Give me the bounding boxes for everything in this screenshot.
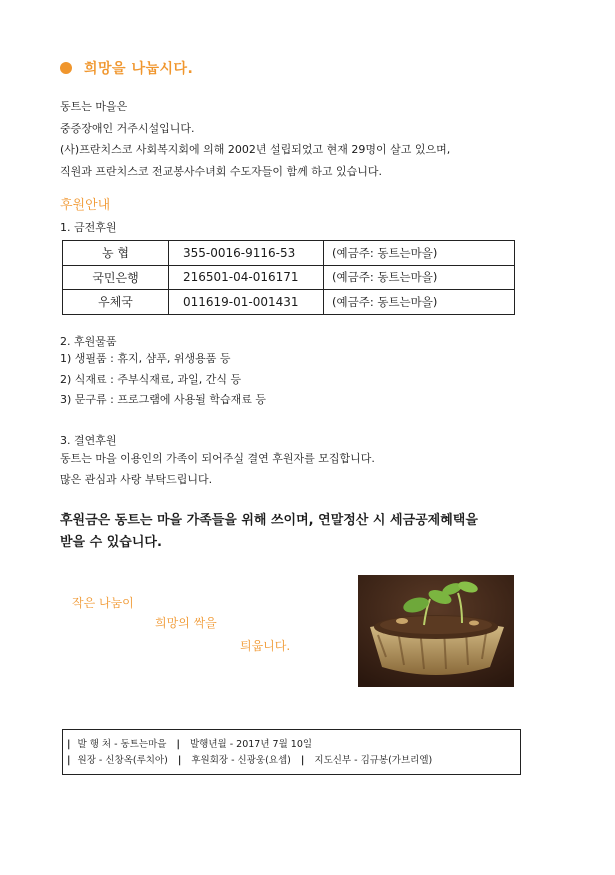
sprout-in-bowl-icon bbox=[358, 575, 514, 687]
section-heading bbox=[60, 58, 193, 78]
table-row bbox=[63, 265, 515, 290]
account-number: 355-0016-9116-53 bbox=[169, 241, 324, 266]
bank-name: 농 협 bbox=[63, 241, 169, 266]
bank-name: 국민은행 bbox=[63, 265, 169, 290]
list-item: 1) 생필품 : 휴지, 샴푸, 위생용품 등 bbox=[60, 352, 231, 365]
publication-info-box bbox=[62, 729, 521, 775]
goods-list bbox=[60, 349, 266, 411]
intro-line: 동트는 마을은 bbox=[60, 100, 128, 113]
account-holder: (예금주: 동트는마을) bbox=[324, 290, 515, 315]
intro-line: 중증장애인 거주시설입니다. bbox=[60, 121, 195, 135]
account-holder: (예금주: 동트는마을) bbox=[324, 265, 515, 290]
support-title: 후원안내 bbox=[60, 198, 111, 213]
sprout-photo bbox=[358, 575, 514, 687]
money-support-title: 1. 금전후원 bbox=[60, 221, 117, 234]
tax-benefit-message bbox=[60, 510, 540, 554]
publisher: 발 행 처 - 동트는마을 bbox=[77, 739, 167, 750]
divider: | bbox=[176, 739, 180, 750]
footer-row-1 bbox=[67, 737, 520, 753]
support-chair: 후원회장 - 신광웅(요셉) bbox=[191, 755, 291, 766]
list-item: 3) 문구류 : 프로그램에 사용될 학습재료 등 bbox=[60, 393, 266, 406]
divider: | bbox=[177, 755, 182, 766]
sponsor-line: 동트는 마을 이용인의 가족이 되어주실 결연 후원자를 모집합니다. bbox=[60, 452, 375, 465]
goods-support-title: 2. 후원물품 bbox=[60, 335, 117, 348]
priest: 지도신부 - 김규봉(가브리엘) bbox=[314, 755, 433, 766]
divider: | bbox=[300, 755, 305, 766]
account-number: 011619-01-001431 bbox=[169, 290, 324, 315]
divider: | bbox=[67, 755, 71, 766]
bank-name: 우체국 bbox=[63, 290, 169, 315]
slogan-line-2: 희망의 싹을 bbox=[155, 616, 217, 630]
sponsor-support-title: 3. 결연후원 bbox=[60, 434, 117, 447]
slogan-line-1: 작은 나눔이 bbox=[72, 596, 134, 610]
divider: | bbox=[67, 739, 71, 750]
intro-line: 직원과 프란치스코 전교봉사수녀회 수도자들이 함께 하고 있습니다. bbox=[60, 164, 383, 178]
tax-line: 후원금은 동트는 마을 가족들을 위해 쓰이며, 연말정산 시 세금공제혜택을 bbox=[60, 513, 478, 528]
sponsor-text bbox=[60, 449, 375, 490]
table-row bbox=[63, 241, 515, 266]
publish-date: 발행년월 - 2017년 7월 10일 bbox=[190, 739, 313, 750]
slogan-line-3: 틔웁니다. bbox=[240, 639, 291, 653]
bank-account-table bbox=[62, 240, 515, 315]
account-holder: (예금주: 동트는마을) bbox=[324, 241, 515, 266]
intro-line: (사)프란치스코 사회복지회에 의해 2002년 설립되었고 현재 29명이 살고 있으며, bbox=[60, 143, 451, 156]
footer-row-2 bbox=[67, 753, 520, 769]
page-title: 희망을 나눕시다. bbox=[84, 61, 194, 77]
sponsor-line: 많은 관심과 사랑 부탁드립니다. bbox=[60, 472, 213, 486]
director: 원장 - 신창옥(루치아) bbox=[77, 755, 168, 766]
account-number: 216501-04-016171 bbox=[169, 265, 324, 290]
table-row bbox=[63, 290, 515, 315]
list-item: 2) 식재료 : 주부식재료, 과일, 간식 등 bbox=[60, 372, 242, 386]
tax-line: 받을 수 있습니다. bbox=[60, 535, 162, 550]
bullet-dot-icon bbox=[60, 62, 72, 74]
intro-paragraph bbox=[60, 96, 540, 182]
